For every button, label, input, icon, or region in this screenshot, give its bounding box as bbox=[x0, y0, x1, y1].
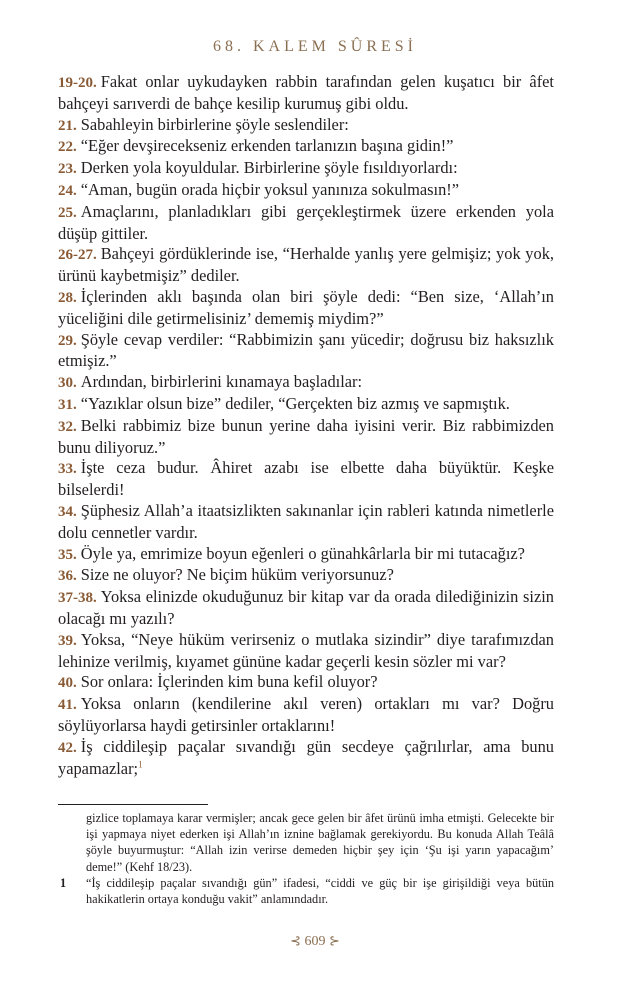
verse bbox=[58, 244, 554, 287]
page-number-footer bbox=[0, 933, 630, 950]
verse-text: Ardından, birbirlerini kınamaya başladılar: bbox=[80, 372, 363, 392]
verse-number: 25. bbox=[58, 204, 77, 221]
footnote-divider bbox=[58, 804, 208, 805]
verse-text: Sor onlara: İçlerinden kim buna kefil oluyor? bbox=[80, 672, 378, 692]
running-header: 68. KALEM SÛRESİ bbox=[212, 38, 417, 55]
verse-number: 39. bbox=[58, 632, 77, 649]
right-ornament-icon: ⊱ bbox=[329, 933, 340, 948]
verse bbox=[58, 394, 554, 416]
verse-text: Size ne oluyor? Ne biçim hüküm veriyorsunuz? bbox=[80, 565, 394, 585]
verse-text: İşte ceza budur. Âhiret azabı ise elbette daha büyüktür. Keşke bilselerdi! bbox=[58, 458, 554, 500]
verse-text: Bahçeyi gördüklerinde ise, “Herhalde yanlış yere gelmişiz; yok yok, ürünü kaybetmişiz” dediler. bbox=[58, 244, 554, 286]
verse bbox=[58, 287, 554, 330]
footnote bbox=[58, 875, 554, 907]
verse bbox=[58, 565, 554, 587]
footnote-text: “İş ciddileşip paçalar sıvandığı gün” ifadesi, “ciddi ve güç bir işe girişildiği veya bütün hakikatlerin ortaya konduğu vakit” anlamındadır. bbox=[86, 875, 554, 907]
footnote-marker: 1 bbox=[60, 875, 67, 890]
verse bbox=[58, 136, 554, 158]
footnotes bbox=[58, 810, 554, 907]
verse bbox=[58, 694, 554, 737]
verse bbox=[58, 372, 554, 394]
footnote-continuation bbox=[58, 810, 554, 875]
verse-text: Şüphesiz Allah’a itaatsizlikten sakınanlar için rableri katında nimetlerle dolu cennetler vardır. bbox=[58, 500, 554, 542]
verse-text: “Aman, bugün orada hiçbir yoksul yanınıza sokulmasın!” bbox=[80, 179, 460, 199]
verse-text: Şöyle cevap verdiler: “Rabbimizin şanı yücedir; doğrusu biz haksızlık etmişiz.” bbox=[58, 329, 554, 371]
verse-text: İçlerinden aklı başında olan biri şöyle dedi: “Ben size, ‘Allah’ın yüceliğini dile getirmelisiniz’ dememiş miydim?” bbox=[58, 286, 554, 328]
verse bbox=[58, 737, 554, 780]
verse-list bbox=[58, 72, 554, 779]
verse-text: Derken yola koyuldular. Birbirlerine şöyle fısıldıyorlardı: bbox=[80, 158, 458, 178]
verse bbox=[58, 330, 554, 373]
page-number: 609 bbox=[304, 934, 326, 949]
verse-number: 19-20. bbox=[58, 75, 97, 91]
footnote-reference[interactable]: 1 bbox=[138, 759, 143, 770]
verse bbox=[58, 72, 554, 115]
verse-text: “Yazıklar olsun bize” dediler, “Gerçekten biz azmış ve sapmıştık. bbox=[80, 393, 510, 413]
left-ornament-icon: ⊰ bbox=[290, 933, 301, 948]
verse-text: Amaçlarını, planladıkları gibi gerçekleştirmek üzere erkenden yola düşüp gittiler. bbox=[58, 201, 554, 243]
verse-number: 34. bbox=[58, 503, 77, 520]
verse bbox=[58, 544, 554, 566]
verse-number: 28. bbox=[58, 289, 77, 306]
verse-number: 21. bbox=[58, 117, 77, 134]
verse bbox=[58, 158, 554, 180]
verse-number: 37-38. bbox=[58, 590, 97, 607]
verse bbox=[58, 115, 554, 137]
verse-text: Yoksa onların (kendilerine akıl veren) ortakları mı var? Doğru söylüyorlarsa haydi getirsinler ortaklarını! bbox=[58, 694, 554, 735]
verse-text: Öyle ya, emrimize boyun eğenleri o günahkârlarla bir mi tutacağız? bbox=[80, 543, 525, 563]
verse-text: Yoksa elinizde okuduğunuz bir kitap var da orada dilediğinizin sizin olacağı mı yazılı? bbox=[58, 587, 554, 628]
verse-number: 29. bbox=[58, 332, 77, 349]
verse bbox=[58, 587, 554, 630]
verse-number: 22. bbox=[58, 139, 77, 156]
verse-text: Yoksa, “Neye hüküm verirseniz o mutlaka sizindir” diye tarafımızdan lehinize verilmiş, kıyamet gününe kadar geçerli kesin sözler mi var? bbox=[58, 629, 554, 671]
verse-text: Belki rabbimiz bize bunun yerine daha iyisini verir. Biz rabbimizden bunu diliyoruz.” bbox=[58, 415, 554, 457]
verse-number: 26-27. bbox=[58, 247, 97, 264]
verse bbox=[58, 672, 554, 694]
footnote-text: gizlice toplamaya karar vermişler; ancak gece gelen bir âfet ürünü imha etmişti. Gelecekte bir işi yapmaya niyet ederken işi Allah’ın iznine bağlamak gerekiyordu. Bu konuda Allah Teâlâ şöyle buyurmuştur: “Allah izin verirse demeden hiçbir şey için ‘Şu işi yarın yapacağım’ deme!” (Kehf 18/23). bbox=[86, 811, 554, 874]
verse-number: 32. bbox=[58, 418, 77, 435]
verse-number: 36. bbox=[58, 568, 77, 585]
verse-text: İş ciddileşip paçalar sıvandığı gün secdeye çağrılırlar, ama bunu yapamazlar; bbox=[58, 736, 554, 778]
verse-number: 42. bbox=[58, 739, 77, 756]
verse bbox=[58, 458, 554, 501]
verse-text: Fakat onlar uykudayken rabbin tarafından gelen kuşatıcı bir âfet bahçeyi sarıverdi de bahçe kesilip kurumuş gibi oldu. bbox=[58, 72, 554, 113]
verse-text: “Eğer devşirecekseniz erkenden tarlanızın başına gidin!” bbox=[80, 136, 454, 156]
verse-number: 24. bbox=[58, 182, 77, 199]
verse bbox=[58, 180, 554, 202]
verse bbox=[58, 630, 554, 673]
verse-number: 23. bbox=[58, 161, 77, 178]
verse-number: 30. bbox=[58, 375, 77, 392]
verse-text: Sabahleyin birbirlerine şöyle seslendiler: bbox=[80, 114, 349, 134]
verse bbox=[58, 416, 554, 459]
verse bbox=[58, 501, 554, 544]
verse bbox=[58, 202, 554, 245]
verse-number: 31. bbox=[58, 396, 77, 413]
verse-number: 35. bbox=[58, 546, 77, 563]
verse-number: 41. bbox=[58, 697, 77, 714]
verse-number: 33. bbox=[58, 461, 77, 478]
verse-number: 40. bbox=[58, 675, 77, 692]
